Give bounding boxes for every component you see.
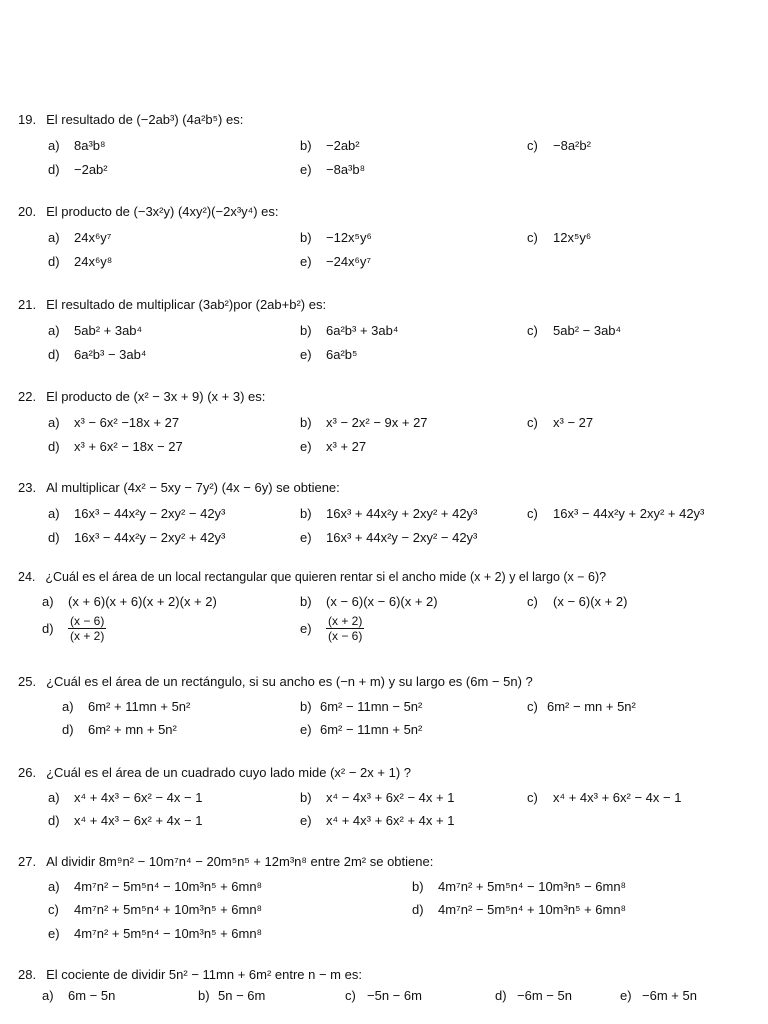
question-stem	[18, 297, 326, 312]
question-text: Al dividir 8m⁹n² − 10m⁷n⁴ − 20m⁵n⁵ + 12m³n⁸ entre 2m² se obtiene:	[46, 854, 434, 869]
question-number: 28.	[18, 967, 37, 982]
question-number: 20.	[18, 204, 37, 219]
question-stem	[18, 112, 243, 127]
option-c[interactable]: c) 5ab² − 3ab⁴	[527, 323, 622, 338]
question-text: El producto de (x² − 3x + 9) (x + 3) es:	[46, 389, 266, 404]
question-stem	[18, 674, 533, 689]
question-text: ¿Cuál es el área de un cuadrado cuyo lado mide (x² − 2x + 1) ?	[46, 765, 412, 780]
question-text: ¿Cuál es el área de un local rectangular que quieren rentar si el ancho mide (x + 2) y el largo (x − 6)?	[45, 570, 607, 584]
question-text: El cociente de dividir 5n² − 11mn + 6m² entre n − m es:	[46, 967, 362, 982]
option-c[interactable]: c) −8a²b²	[527, 138, 591, 153]
option-b[interactable]: b) x³ − 2x² − 9x + 27	[300, 415, 428, 430]
option-a[interactable]: a) x⁴ + 4x³ − 6x² − 4x − 1	[48, 790, 203, 805]
question-number: 26.	[18, 765, 37, 780]
option-e[interactable]: e) 6a²b⁵	[300, 347, 358, 362]
option-b[interactable]: b) (x − 6)(x − 6)(x + 2)	[300, 594, 438, 609]
fraction: $\frac{(x - 6)}{(x + 2)}$	[70, 614, 105, 643]
question-number: 25.	[18, 674, 37, 689]
question-stem	[18, 765, 411, 780]
question-text: El resultado de (−2ab³) (4a²b⁵) es:	[46, 112, 244, 127]
option-a[interactable]: a) 6m² + 11mn + 5n²	[62, 699, 191, 714]
option-a[interactable]: a) 8a³b⁸	[48, 138, 106, 153]
option-d[interactable]: d) 16x³ − 44x²y − 2xy² + 42y³	[48, 530, 226, 545]
option-d[interactable]: d) x³ + 6x² − 18x − 27	[48, 439, 183, 454]
option-e[interactable]: e) −6m + 5n	[620, 988, 697, 1003]
option-e[interactable]: e) 16x³ + 44x²y − 2xy² − 42y³	[300, 530, 478, 545]
question-text: El resultado de multiplicar (3ab²)por (2ab+b²) es:	[46, 297, 327, 312]
option-c[interactable]: c) 4m⁷n² + 5m⁵n⁴ + 10m³n⁵ + 6mn⁸	[48, 902, 263, 917]
question-stem	[18, 967, 362, 982]
option-e[interactable]: e) 4m⁷n² + 5m⁵n⁴ − 10m³n⁵ + 6mn⁸	[48, 926, 263, 941]
question-number: 22.	[18, 389, 37, 404]
question-text: ¿Cuál es el área de un rectángulo, si su ancho es (−n + m) y su largo es (6m − 5n) ?	[46, 674, 533, 689]
option-d[interactable]: d) −2ab²	[48, 162, 108, 177]
option-e[interactable]: e) −24x⁶y⁷	[300, 254, 372, 269]
option-a[interactable]: a) (x + 6)(x + 6)(x + 2)(x + 2)	[42, 594, 217, 609]
option-e[interactable]: e) 6m² − 11mn + 5n²	[300, 722, 423, 737]
option-b[interactable]: b) 6m² − 11mn − 5n²	[300, 699, 423, 714]
question-text: El producto de (−3x²y) (4xy²)(−2x³y⁴) es:	[46, 204, 279, 219]
question-number: 21.	[18, 297, 37, 312]
option-c[interactable]: c) 16x³ − 44x²y + 2xy² + 42y³	[527, 506, 705, 521]
question-stem	[18, 204, 279, 219]
option-b[interactable]: b) −12x⁵y⁶	[300, 230, 372, 245]
question-stem	[18, 854, 433, 869]
option-c[interactable]: c) x⁴ + 4x³ + 6x² − 4x − 1	[527, 790, 682, 805]
option-a[interactable]: a) 5ab² + 3ab⁴	[48, 323, 143, 338]
option-c[interactable]: c) 6m² − mn + 5n²	[527, 699, 636, 714]
option-d[interactable]: d) 6a²b³ − 3ab⁴	[48, 347, 147, 362]
question-stem	[18, 480, 340, 495]
option-c[interactable]: c) (x − 6)(x + 2)	[527, 594, 628, 609]
option-d[interactable]: d) 6m² + mn + 5n²	[62, 722, 177, 737]
option-b[interactable]: b) x⁴ − 4x³ + 6x² − 4x + 1	[300, 790, 455, 805]
option-b[interactable]: b) 5n − 6m	[198, 988, 266, 1003]
option-b[interactable]: b) 6a²b³ + 3ab⁴	[300, 323, 399, 338]
option-e[interactable]: e) x⁴ + 4x³ + 6x² + 4x + 1	[300, 813, 455, 828]
option-d[interactable]: d) x⁴ + 4x³ − 6x² + 4x − 1	[48, 813, 203, 828]
option-a[interactable]: a) 16x³ − 44x²y − 2xy² − 42y³	[48, 506, 226, 521]
option-a[interactable]: a) 24x⁶y⁷	[48, 230, 112, 245]
question-text: Al multiplicar (4x² − 5xy − 7y²) (4x − 6y) se obtiene:	[46, 480, 340, 495]
option-c[interactable]: c) 12x⁵y⁶	[527, 230, 592, 245]
question-number: 19.	[18, 112, 37, 127]
option-b[interactable]: b) 4m⁷n² + 5m⁵n⁴ − 10m³n⁵ − 6mn⁸	[412, 879, 627, 894]
option-a[interactable]: a) 6m − 5n	[42, 988, 116, 1003]
option-e[interactable]: e) $\frac{(x + 2)}{(x - 6)}$	[300, 614, 363, 643]
option-a[interactable]: a) x³ − 6x² −18x + 27	[48, 415, 180, 430]
option-d[interactable]: d) −6m − 5n	[495, 988, 572, 1003]
option-c[interactable]: c) x³ − 27	[527, 415, 594, 430]
question-stem	[18, 570, 606, 584]
option-b[interactable]: b) 16x³ + 44x²y + 2xy² + 42y³	[300, 506, 478, 521]
question-number: 24.	[18, 570, 36, 584]
option-e[interactable]: e) x³ + 27	[300, 439, 367, 454]
question-number: 23.	[18, 480, 37, 495]
option-d[interactable]: d) 24x⁶y⁸	[48, 254, 113, 269]
option-e[interactable]: e) −8a³b⁸	[300, 162, 366, 177]
option-b[interactable]: b) −2ab²	[300, 138, 360, 153]
question-number: 27.	[18, 854, 37, 869]
fraction: $\frac{(x + 2)}{(x - 6)}$	[328, 614, 363, 643]
question-stem	[18, 389, 265, 404]
option-c[interactable]: c) −5n − 6m	[345, 988, 422, 1003]
option-d[interactable]: d) $\frac{(x - 6)}{(x + 2)}$	[42, 614, 105, 643]
option-d[interactable]: d) 4m⁷n² − 5m⁵n⁴ + 10m³n⁵ + 6mn⁸	[412, 902, 627, 917]
option-a[interactable]: a) 4m⁷n² − 5m⁵n⁴ − 10m³n⁵ + 6mn⁸	[48, 879, 263, 894]
